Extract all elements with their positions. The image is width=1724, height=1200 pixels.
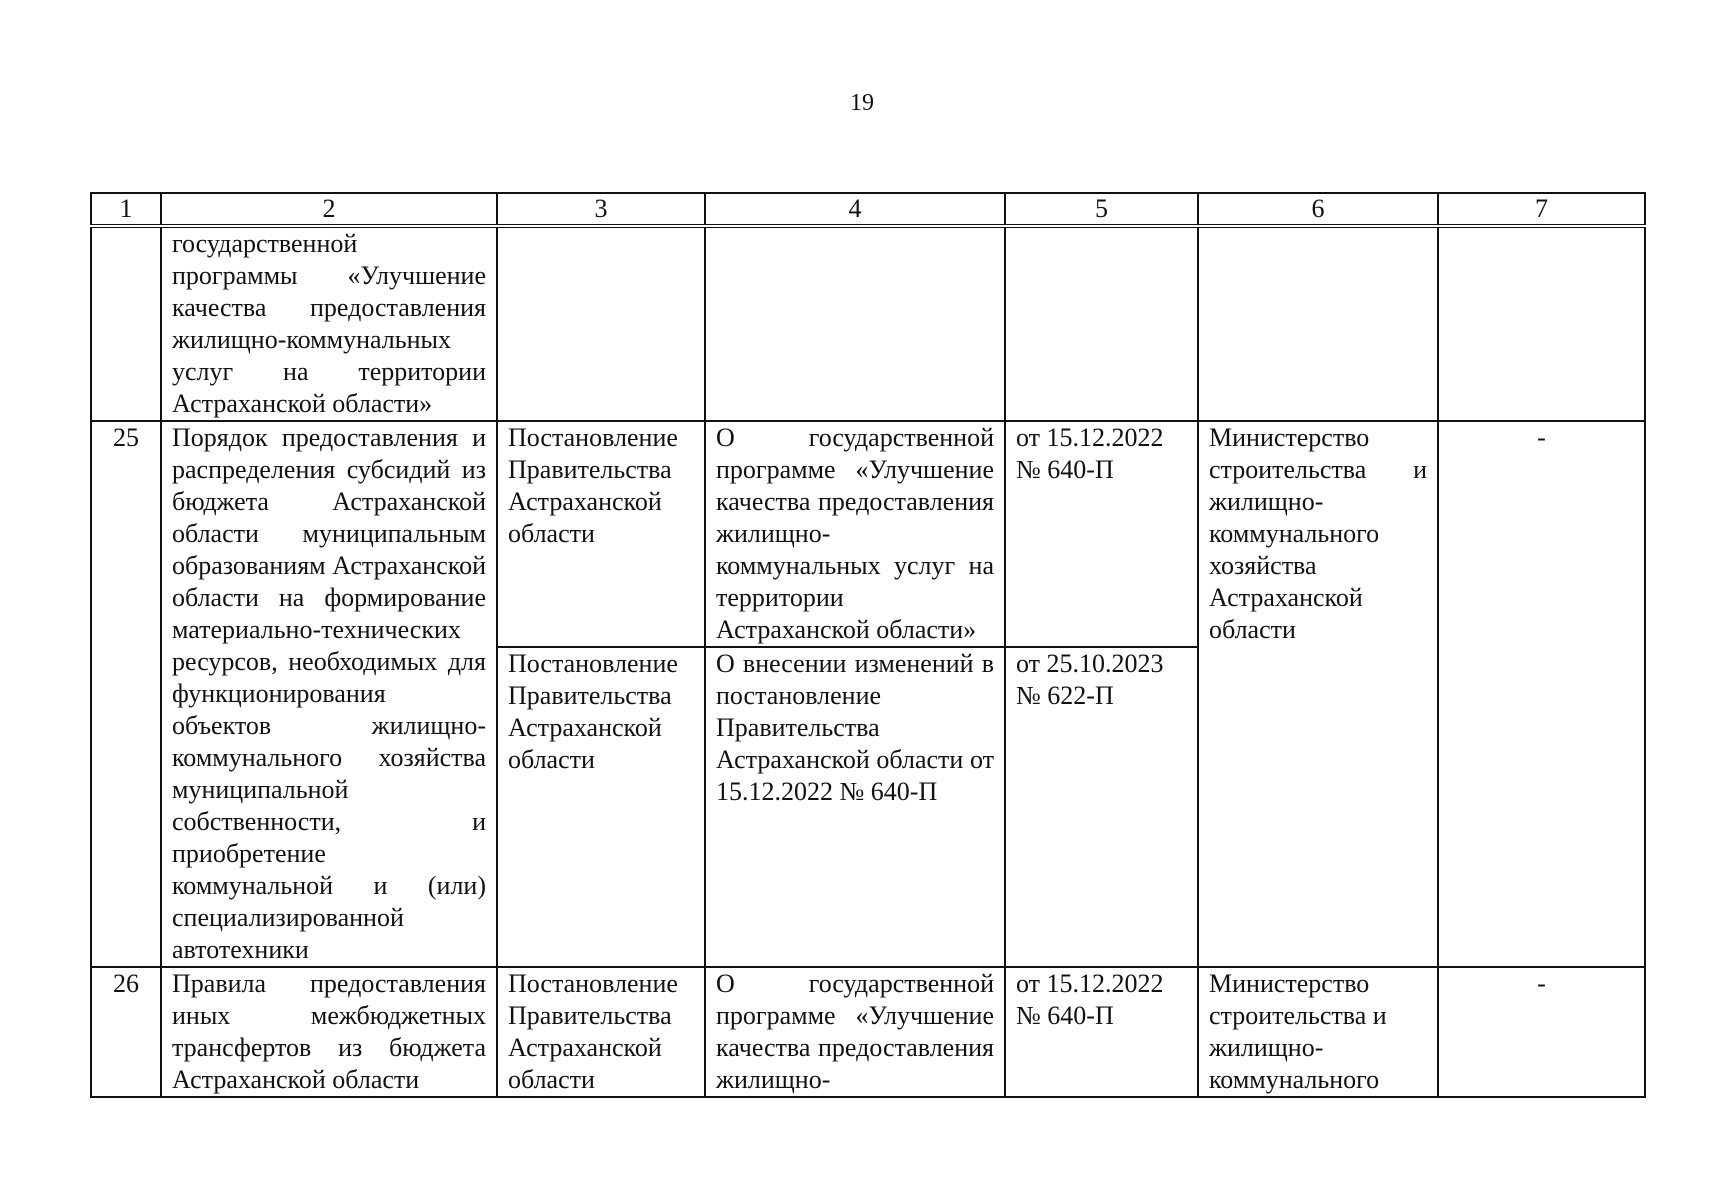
act-date: от 15.12.2022 № 640-П [1005,967,1198,1097]
column-header: 1 [91,193,161,226]
responsible-authority: Министерство строительства и жилищно-коммунального хозяйства Астраханской области [1198,421,1438,967]
table-cell [91,226,161,421]
continuation-text: государственной программы «Улучшение качества предоставления жилищно-коммунальных услуг на территории Астраханской области» [161,226,497,421]
note: - [1438,421,1645,967]
page-number: 19 [850,90,874,116]
note: - [1438,967,1645,1097]
act-title: О внесении изменений в постановление Правительства Астраханской области от 15.12.2022 № 640-П [705,647,1005,967]
row-number: 25 [91,421,161,967]
responsible-authority: Министерство строительства и жилищно-коммунального [1198,967,1438,1097]
column-header: 4 [705,193,1005,226]
table-cell [705,226,1005,421]
act-title: О государственной программе «Улучшение качества предоставления жилищно- [705,967,1005,1097]
document-table [90,192,1646,1098]
table-row [91,421,1645,647]
table-cell [1005,226,1198,421]
table-cell [497,226,705,421]
column-header: 5 [1005,193,1198,226]
act-date: от 15.12.2022 № 640-П [1005,421,1198,647]
table-row [91,967,1645,1097]
document-name: Правила предоставления иных межбюджетных трансфертов из бюджета Астраханской области [161,967,497,1097]
act-type: Постановление Правительства Астраханской области [497,421,705,647]
header-row [91,193,1645,226]
continuation-row [91,226,1645,421]
document-name: Порядок предоставления и распределения субсидий из бюджета Астраханской области муниципальным образованиям Астраханской области на формирование материально-технических ресурсов, необходимых для функционирования объектов жилищно-коммунального хозяйства муниципальной собственности, и приобретение коммунальной и (или) специализированной автотехники [161,421,497,967]
act-title: О государственной программе «Улучшение качества предоставления жилищно-коммунальных услуг на территории Астраханской области» [705,421,1005,647]
act-date: от 25.10.2023 № 622-П [1005,647,1198,967]
act-type: Постановление Правительства Астраханской области [497,967,705,1097]
column-header: 7 [1438,193,1645,226]
column-header: 6 [1198,193,1438,226]
table-cell [1438,226,1645,421]
column-header: 3 [497,193,705,226]
act-type: Постановление Правительства Астраханской области [497,647,705,967]
table-cell [1198,226,1438,421]
row-number: 26 [91,967,161,1097]
column-header: 2 [161,193,497,226]
